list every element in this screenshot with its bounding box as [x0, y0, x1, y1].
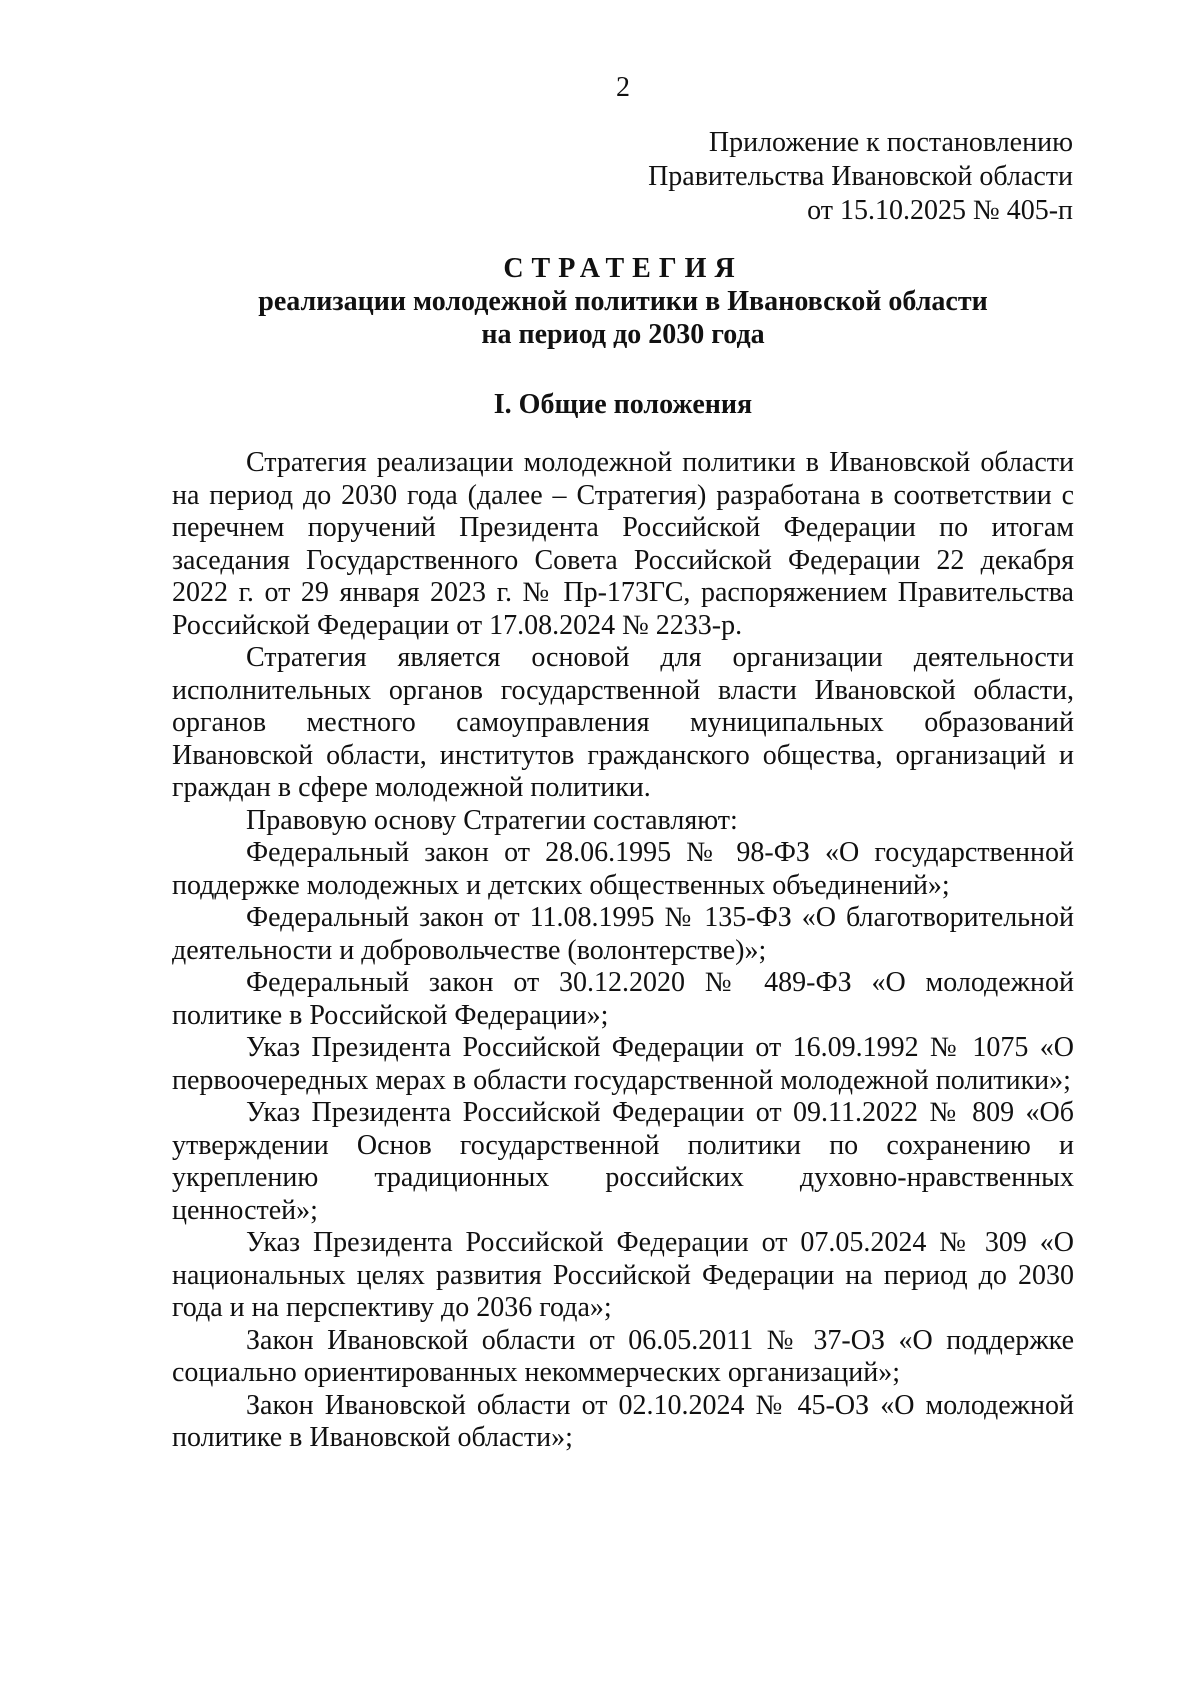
paragraph: Правовую основу Стратегии составляют:	[246, 804, 738, 836]
body-text	[172, 447, 1074, 1455]
title-line-1: реализации молодежной политики в Ивановской области	[258, 286, 988, 317]
approval-line-1: Приложение к постановлению	[708, 127, 1073, 158]
paragraph: Федеральный закон от 11.08.1995 № 135-ФЗ «О благотворительной деятельности и добровольчестве (волонтерстве)»;	[172, 902, 1074, 966]
document-title	[172, 252, 1074, 351]
paragraph: Указ Президента Российской Федерации от 07.05.2024 № 309 «О национальных целях развития Российской Федерации на период до 2030 года и на перспективу до 2036 года»;	[172, 1227, 1074, 1323]
title-main: СТРАТЕГИЯ	[503, 253, 743, 284]
paragraph: Федеральный закон от 30.12.2020 № 489-ФЗ «О молодежной политике в Российской Федерации»;	[172, 967, 1074, 1031]
page-number: 2	[616, 72, 630, 103]
title-line-2: на период до 2030 года	[481, 319, 765, 350]
paragraph: Закон Ивановской области от 06.05.2011 № 37-ОЗ «О поддержке социально ориентированных некоммерческих организаций»;	[172, 1324, 1074, 1388]
approval-line-3: от 15.10.2025 № 405-п	[807, 195, 1073, 226]
approval-block	[648, 126, 1073, 228]
paragraph: Стратегия реализации молодежной политики в Ивановской области на период до 2030 года (далее – Стратегия) разработана в соответствии с перечнем поручений Президента Российской Федерации по итогам заседания Государственного Совета Российской Федерации 22 декабря 2022 г. от 29 января 2023 г. № Пр-173ГС, распоряжением Правительства Российской Федерации от 17.08.2024 № 2233-р.	[172, 447, 1074, 641]
paragraph: Закон Ивановской области от 02.10.2024 № 45-ОЗ «О молодежной политике в Ивановской области»;	[172, 1389, 1074, 1453]
paragraph: Указ Президента Российской Федерации от 09.11.2022 № 809 «Об утверждении Основ государственной политики по сохранению и укреплению традиционных российских духовно-нравственных ценностей»;	[172, 1097, 1074, 1226]
paragraph: Указ Президента Российской Федерации от 16.09.1992 № 1075 «О первоочередных мерах в области государственной молодежной политики»;	[172, 1032, 1074, 1096]
paragraph: Стратегия является основой для организации деятельности исполнительных органов государственной власти Ивановской области, органов местного самоуправления муниципальных образований Ивановской области, институтов гражданского общества, организаций и граждан в сфере молодежной политики.	[172, 642, 1074, 803]
section-heading: I. Общие положения	[493, 389, 753, 420]
approval-line-2: Правительства Ивановской области	[648, 161, 1073, 192]
paragraph: Федеральный закон от 28.06.1995 № 98-ФЗ «О государственной поддержке молодежных и детских общественных объединений»;	[172, 837, 1074, 901]
